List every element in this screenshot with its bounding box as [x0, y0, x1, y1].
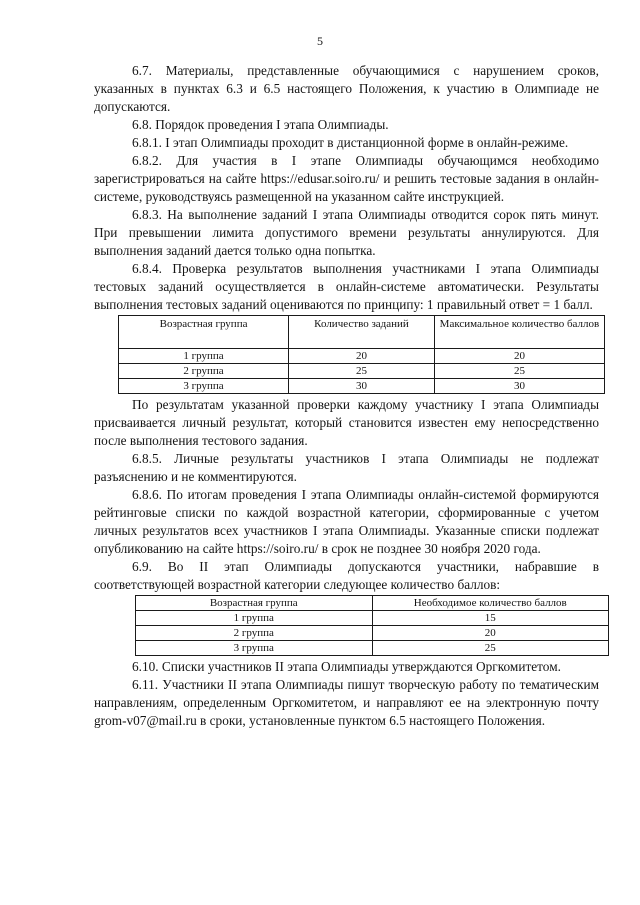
table-cell: 25	[289, 364, 435, 379]
table-cell: 30	[289, 379, 435, 394]
table-cell: 15	[372, 611, 609, 626]
table-cell: 20	[372, 626, 609, 641]
table-cell: 3 группа	[136, 641, 373, 656]
table-cell: 20	[289, 349, 435, 364]
paragraph-6-8-2: 6.8.2. Для участия в I этапе Олимпиады обучающимся необходимо зарегистрироваться на сайте https://edusar.soiro.ru/ и решить тестовые задания в онлайн-системе, руководствуясь размещенной на указанном сайте инструкцией.	[94, 153, 599, 204]
table-cell: 25	[372, 641, 609, 656]
table-cell: 1 группа	[136, 611, 373, 626]
column-header-required-points: Необходимое количество баллов	[372, 596, 609, 611]
tasks-points-table	[118, 315, 605, 394]
paragraph-results: По результатам указанной проверки каждому участнику I этапа Олимпиады присваивается личный результат, который становится известен ему непосредственно после выполнения тестового задания.	[94, 397, 599, 448]
paragraph-6-8: 6.8. Порядок проведения I этапа Олимпиады.	[132, 117, 389, 132]
column-header-task-count: Количество заданий	[289, 316, 435, 349]
table-header-row	[136, 596, 609, 611]
paragraph-6-8-5: 6.8.5. Личные результаты участников I этапа Олимпиады не подлежат разъяснению и не комментируются.	[94, 451, 599, 484]
paragraph-6-7: 6.7. Материалы, представленные обучающимися с нарушением сроков, указанных в пунктах 6.3 и 6.5 настоящего Положения, к участию в Олимпиаде не допускаются.	[94, 63, 599, 114]
paragraph-6-8-3: 6.8.3. На выполнение заданий I этапа Олимпиады отводится сорок пять минут. При превышении лимита допустимого времени результаты аннулируются. Для выполнения заданий дается только одна попытка.	[94, 207, 599, 258]
table-cell: 25	[434, 364, 604, 379]
column-header-max-points: Максимальное количество баллов	[434, 316, 604, 349]
table-row	[119, 379, 605, 394]
paragraph-6-8-4: 6.8.4. Проверка результатов выполнения участниками I этапа Олимпиады тестовых заданий осуществляется в онлайн-системе автоматически. Результаты выполнения тестовых заданий оцениваются по принципу: 1 правильный ответ = 1 балл.	[94, 261, 599, 312]
table-cell: 20	[434, 349, 604, 364]
table-cell: 3 группа	[119, 379, 289, 394]
table-row	[119, 364, 605, 379]
table-cell: 2 группа	[119, 364, 289, 379]
table-cell: 30	[434, 379, 604, 394]
column-header-age-group: Возрастная группа	[136, 596, 373, 611]
paragraph-6-8-6: 6.8.6. По итогам проведения I этапа Олимпиады онлайн-системой формируются рейтинговые списки по каждой возрастной категории, сформированные с учетом личных результатов всех участников I этапа Олимпиады. Указанные списки подлежат опубликованию на сайте https://soiro.ru/ в срок не позднее 30 ноября 2020 года.	[94, 487, 599, 556]
column-header-age-group: Возрастная группа	[119, 316, 289, 349]
paragraph-6-11: 6.11. Участники II этапа Олимпиады пишут творческую работу по тематическим направлениям, определенным Оргкомитетом, и направляют ее на электронную почту grom-v07@mail.ru в сроки, установленные пунктом 6.5 настоящего Положения.	[94, 677, 599, 728]
table-row	[136, 641, 609, 656]
page-number: 5	[317, 34, 323, 48]
table-row	[136, 611, 609, 626]
table-row	[119, 349, 605, 364]
table-header-row	[119, 316, 605, 349]
paragraph-6-8-1: 6.8.1. I этап Олимпиады проходит в дистанционной форме в онлайн-режиме.	[132, 135, 569, 150]
table-row	[136, 626, 609, 641]
table-cell: 2 группа	[136, 626, 373, 641]
table-cell: 1 группа	[119, 349, 289, 364]
document-body	[94, 62, 599, 730]
threshold-points-table	[135, 595, 609, 656]
paragraph-6-9: 6.9. Во II этап Олимпиады допускаются участники, набравшие в соответствующей возрастной категории следующее количество баллов:	[94, 559, 599, 592]
paragraph-6-10: 6.10. Списки участников II этапа Олимпиады утверждаются Оргкомитетом.	[132, 659, 561, 674]
